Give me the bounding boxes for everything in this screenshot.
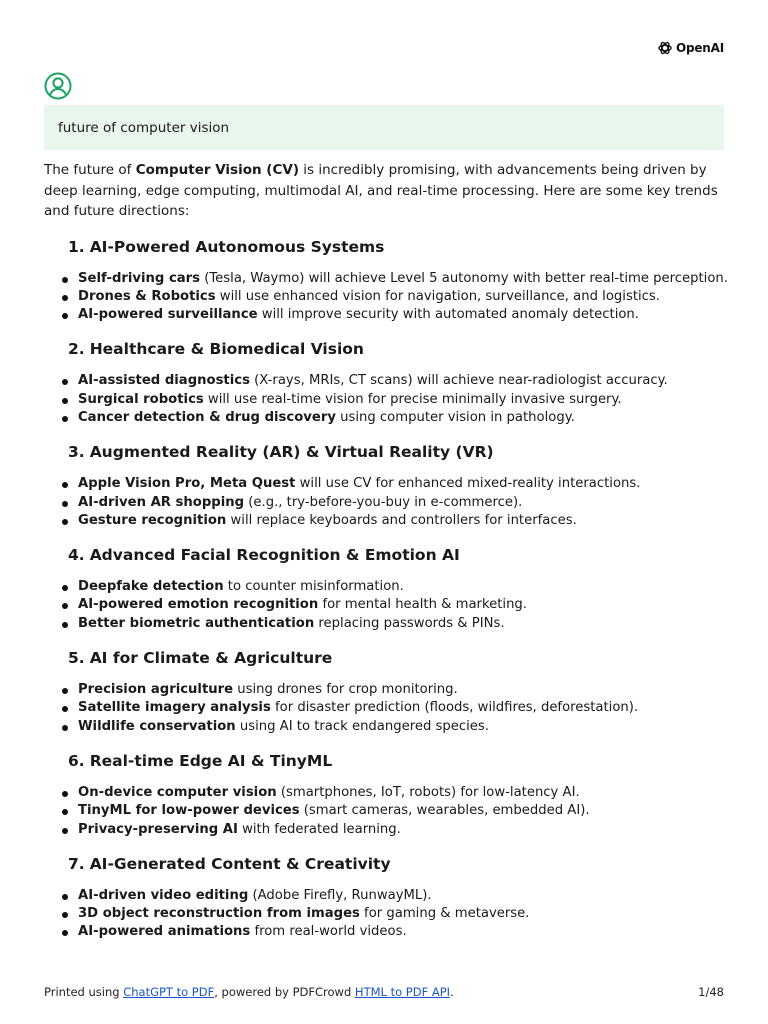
list-item-text: from real-world videos. xyxy=(250,924,407,940)
list-item-key: AI-driven video editing xyxy=(78,887,249,903)
section-title: Healthcare & Biomedical Vision xyxy=(89,340,364,359)
intro-text-before: The future of xyxy=(44,162,136,178)
list-item xyxy=(44,391,724,409)
footer-powered-text: , powered by PDFCrowd xyxy=(214,985,355,999)
list-item-key: Surgical robotics xyxy=(78,391,204,407)
section-heading xyxy=(68,750,724,772)
list-item xyxy=(44,306,724,324)
list-item xyxy=(44,784,724,802)
list-item-text: will improve security with automated anomaly detection. xyxy=(257,307,639,323)
section-number: 2. xyxy=(68,340,85,359)
section-number: 4. xyxy=(68,546,85,565)
list-item xyxy=(44,923,724,941)
list-item-key: Wildlife conservation xyxy=(78,718,236,734)
list-item-key: Better biometric authentication xyxy=(78,615,315,631)
bullet-icon xyxy=(62,791,68,797)
bullet-icon xyxy=(62,379,68,385)
list-item xyxy=(44,596,724,614)
section-number: 5. xyxy=(68,649,85,668)
list-item xyxy=(44,578,724,596)
section-title: AI-Generated Content & Creativity xyxy=(89,854,391,873)
list-item-text: will replace keyboards and controllers for interfaces. xyxy=(226,512,577,528)
user-message xyxy=(44,105,724,150)
list-item xyxy=(44,699,724,717)
list-item-key: Apple Vision Pro, Meta Quest xyxy=(78,476,296,492)
list-item-text: will use real-time vision for precise minimally invasive surgery. xyxy=(203,391,622,407)
list-item-text: for disaster prediction (floods, wildfires, deforestation). xyxy=(270,700,639,716)
list-item-key: 3D object reconstruction from images xyxy=(78,906,360,922)
list-item xyxy=(44,494,724,512)
list-item-text: for mental health & marketing. xyxy=(318,597,527,613)
footer-period: . xyxy=(450,985,454,999)
openai-logo-icon xyxy=(657,40,673,56)
list-item-key: Satellite imagery analysis xyxy=(78,700,271,716)
logo-text: OpenAI xyxy=(675,41,724,55)
list-item xyxy=(44,887,724,905)
openai-logo xyxy=(657,40,724,56)
bullet-icon xyxy=(62,706,68,712)
list-item-key: On-device computer vision xyxy=(78,784,277,800)
section-title: AI-Powered Autonomous Systems xyxy=(89,237,385,256)
list-item-key: AI-powered animations xyxy=(78,924,251,940)
list-item-text: will use CV for enhanced mixed-reality interactions. xyxy=(295,476,641,492)
bullet-icon xyxy=(62,501,68,507)
list-item xyxy=(44,270,728,288)
bullet-icon xyxy=(62,585,68,591)
bullet-icon xyxy=(62,930,68,936)
list-item-key: Self-driving cars xyxy=(78,270,201,286)
user-avatar-icon xyxy=(44,72,72,100)
bullet-icon xyxy=(62,622,68,628)
list-item-text: (Tesla, Waymo) will achieve Level 5 autonomy with better real-time perception. xyxy=(200,270,728,286)
sections-container xyxy=(44,236,728,942)
bullet-list xyxy=(44,372,724,427)
bullet-icon xyxy=(62,295,68,301)
bullet-icon xyxy=(62,482,68,488)
footer-credits xyxy=(44,985,454,999)
bullet-icon xyxy=(62,398,68,404)
list-item xyxy=(44,821,724,839)
page-number: 1/48 xyxy=(698,985,724,999)
list-item-key: TinyML for low-power devices xyxy=(78,803,300,819)
list-item-text: using drones for crop monitoring. xyxy=(233,682,458,698)
list-item xyxy=(44,681,724,699)
bullet-list xyxy=(44,784,724,839)
list-item xyxy=(44,718,724,736)
list-item-text: (smart cameras, wearables, embedded AI). xyxy=(299,803,590,819)
section-number: 7. xyxy=(68,854,85,873)
list-item-key: Drones & Robotics xyxy=(78,288,216,304)
section-title: Advanced Facial Recognition & Emotion AI xyxy=(89,546,460,565)
list-item-text: (smartphones, IoT, robots) for low-latency AI. xyxy=(276,784,580,800)
bullet-icon xyxy=(62,894,68,900)
list-item-text: (e.g., try-before-you-buy in e-commerce). xyxy=(244,494,523,510)
section-heading xyxy=(68,236,724,258)
list-item xyxy=(44,512,724,530)
section-number: 1. xyxy=(68,237,85,256)
html-to-pdf-api-link[interactable]: HTML to PDF API xyxy=(354,985,451,999)
intro-text-bold: Computer Vision (CV) xyxy=(135,162,299,178)
bullet-icon xyxy=(62,725,68,731)
section-heading xyxy=(68,338,724,360)
section-heading xyxy=(68,853,724,875)
bullet-list xyxy=(44,681,724,736)
assistant-response xyxy=(44,160,728,956)
footer-printed-text: Printed using xyxy=(44,985,124,999)
list-item-key: AI-assisted diagnostics xyxy=(78,373,250,389)
section-heading xyxy=(68,544,724,566)
list-item xyxy=(44,288,724,306)
list-item-key: AI-driven AR shopping xyxy=(78,494,245,510)
bullet-icon xyxy=(62,416,68,422)
list-item-key: Deepfake detection xyxy=(78,579,224,595)
intro-paragraph xyxy=(44,160,724,222)
list-item xyxy=(44,409,724,427)
bullet-icon xyxy=(62,603,68,609)
list-item-key: AI-powered emotion recognition xyxy=(78,597,319,613)
list-item-text: using computer vision in pathology. xyxy=(335,409,575,425)
section-heading xyxy=(68,647,724,669)
bullet-icon xyxy=(62,277,68,283)
list-item-key: Privacy-preserving AI xyxy=(78,821,238,837)
user-message-text: future of computer vision xyxy=(58,119,230,136)
list-item-key: Gesture recognition xyxy=(78,512,227,528)
list-item-text: to counter misinformation. xyxy=(223,579,404,595)
section-number: 3. xyxy=(68,443,85,462)
section-title: Augmented Reality (AR) & Virtual Reality (VR) xyxy=(89,443,494,462)
bullet-icon xyxy=(62,828,68,834)
list-item-text: will use enhanced vision for navigation, surveillance, and logistics. xyxy=(215,288,660,304)
list-item xyxy=(44,802,724,820)
list-item-text: (Adobe Firefly, RunwayML). xyxy=(248,887,432,903)
bullet-list xyxy=(44,887,724,942)
bullet-icon xyxy=(62,688,68,694)
section-title: Real-time Edge AI & TinyML xyxy=(89,751,333,770)
intro-text-after: is incredibly promising, with advancements being driven by deep learning, edge computing, multimodal AI, and real-time processing. Here are some key trends and future directions: xyxy=(44,162,718,219)
list-item-key: Precision agriculture xyxy=(78,682,234,698)
section-title: AI for Climate & Agriculture xyxy=(89,649,333,668)
bullet-icon xyxy=(62,519,68,525)
list-item xyxy=(44,475,724,493)
bullet-icon xyxy=(62,809,68,815)
section-heading xyxy=(68,441,724,463)
list-item-text: using AI to track endangered species. xyxy=(235,718,489,734)
chatgpt-to-pdf-link[interactable]: ChatGPT to PDF xyxy=(123,985,215,999)
bullet-icon xyxy=(62,313,68,319)
list-item-key: Cancer detection & drug discovery xyxy=(78,409,336,425)
section-number: 6. xyxy=(68,751,85,770)
list-item-text: replacing passwords & PINs. xyxy=(314,615,505,631)
bullet-list xyxy=(44,578,724,633)
list-item xyxy=(44,905,724,923)
page-footer xyxy=(44,985,724,999)
list-item-text: (X-rays, MRIs, CT scans) will achieve near-radiologist accuracy. xyxy=(249,373,668,389)
list-item-text: for gaming & metaverse. xyxy=(359,906,530,922)
list-item-key: AI-powered surveillance xyxy=(78,307,258,323)
bullet-list xyxy=(44,270,728,325)
list-item xyxy=(44,615,724,633)
bullet-icon xyxy=(62,912,68,918)
bullet-list xyxy=(44,475,724,530)
list-item xyxy=(44,372,724,390)
list-item-text: with federated learning. xyxy=(237,821,401,837)
